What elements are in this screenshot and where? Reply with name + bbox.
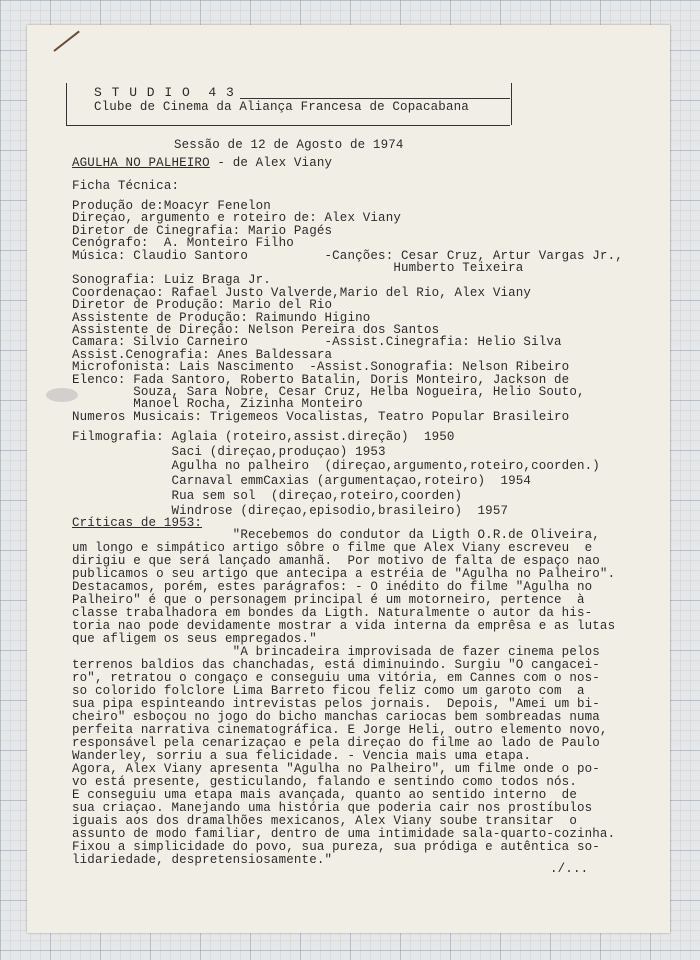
text-line: Agulha no palheiro (direçao,argumento,roteiro,coorden.) (72, 459, 600, 474)
film-director: - de Alex Viany (209, 156, 333, 170)
text-line: Diretor de Cinegrafia: Mario Pagés (72, 223, 333, 238)
text-line: publicamos o seu artigo que antecipa a estréia de "Agulha no Palheiro". (72, 567, 616, 581)
text-line: Saci (direçao,produçao) 1953 (72, 444, 386, 459)
text-line: terrenos baldios das chanchadas, está diminuindo. Surgiu "O cangacei- (72, 658, 600, 672)
text-line: Wanderley, sorriu a sua felicidade. - Vencia mais uma etapa. (72, 749, 532, 763)
film-title: AGULHA NO PALHEIRO (72, 156, 210, 170)
text-line: Microfonista: Lais Nascimento -Assist.Sonografia: Nelson Ribeiro (72, 360, 570, 375)
text-line: Música: Claudio Santoro -Canções: Cesar Cruz, Artur Vargas Jr., (72, 248, 623, 263)
text-line: sua criaçao. Manejando uma história que poderia cair nos prostíbulos (72, 801, 593, 815)
text-line: Carnaval emmCaxias (argumentaçao,roteiro) 1954 (72, 474, 532, 489)
text-line: Elenco: Fada Santoro, Roberto Batalin, Doris Monteiro, Jackson de (72, 372, 570, 387)
text-line: que afligem os seus empregados." (72, 632, 317, 646)
text-line: iguais aos dos dramalhões mexicanos, Alex Viany soube transitar o (72, 814, 577, 828)
text-line: Coordenaçao: Rafael Justo Valverde,Mario del Rio, Alex Viany (72, 285, 532, 300)
text-line: "Recebemos do condutor da Ligth O.R.de Oliveira, (72, 528, 600, 542)
text-line: Windrose (direçao,episodio,brasileiro) 1957 (72, 503, 509, 518)
studio-name: S T U D I O 4 3 (94, 85, 235, 100)
text-line: sua pipa espinteando intrevistas pelos jornais. Depois, "Amei um bi- (72, 697, 600, 711)
text-line: classe trabalhadora em bondes da Ligth. Naturalmente o autor da his- (72, 606, 593, 620)
club-name: Clube de Cinema da Aliança Francesa de Copacabana (94, 100, 469, 114)
text-line: Assistente de Direção: Nelson Pereira dos Santos (72, 323, 440, 337)
text-line: Direçao, argumento e roteiro de: Alex Viany (72, 211, 402, 226)
text-line: Fixou a simplicidade do povo, sua pureza, sua pródiga e autêntica so- (72, 840, 600, 854)
text-line: Cenógrafo: A. Monteiro Filho (72, 236, 294, 251)
text-line: Humberto Teixeira (72, 261, 524, 275)
ficha-heading: Ficha Técnica: (72, 179, 180, 193)
text-line: toria nao pode devidamente mostrar a vida interna da emprêsa e as lutas (72, 619, 616, 633)
text-line: Produção de:Moacyr Fenelon (72, 199, 271, 213)
text-line: Camara: Silvio Carneiro -Assist.Cinegrafia: Helio Silva (72, 335, 562, 350)
text-line: Assistente de Produção: Raimundo Higino (72, 310, 371, 325)
text-line: um longo e simpático artigo sôbre o filme que Alex Viany escreveu e (72, 541, 593, 555)
text-line: "A brincadeira improvisada de fazer cinema pelos (72, 645, 600, 659)
text-line: Diretor de Produção: Mario del Rio (72, 298, 333, 313)
continuation-mark: ./... (550, 862, 589, 876)
session-date: Sessão de 12 de Agosto de 1974 (174, 138, 404, 152)
text-line: Manoel Rocha, Zizinha Monteiro (72, 397, 363, 412)
text-line: lidariedade, despretensiosamente." (72, 853, 333, 867)
text-line: so colorido folclore Lima Barreto ficou feliz como um garoto com a (72, 684, 585, 698)
text-line: Palheiro" é que o personagem principal é um motorneiro, pertence à (72, 593, 585, 607)
text-line: cheiro" esboçou no jogo do bicho manchas cariocas bem sombreadas numa (72, 710, 600, 724)
text-line: E conseguiu uma etapa mais avançada, quanto ao sentido interno de (72, 788, 577, 802)
header-bottom-rule (66, 125, 510, 126)
text-line: assunto de modo familiar, dentro de uma intimidade sala-quarto-cozinha. (72, 827, 616, 841)
text-line: Filmografia: Aglaia (roteiro,assist.direção) 1950 (72, 430, 455, 444)
text-line: Assist.Cenografia: Anes Baldessara (72, 347, 333, 362)
text-line: perfeita narrativa cinematográfica. E Jorge Heli, outro elemento novo, (72, 723, 608, 737)
text-line: Sonografia: Luiz Braga Jr. (72, 273, 271, 288)
text-line: Agora, Alex Viany apresenta "Agulha no Palheiro", um filme onde o po- (72, 762, 600, 776)
text-line: Destacamos, porém, estes parágrafos: - O inédito do filme "Agulha no (72, 580, 593, 594)
text-line: responsável pela cenarizaçao e pela direçao do filme ao lado de Paulo (72, 736, 600, 750)
criticas-heading: Críticas de 1953: (72, 516, 203, 530)
header-top-rule (240, 98, 510, 99)
text-line: Rua sem sol (direçao,roteiro,coorden) (72, 488, 463, 503)
film-heading (72, 157, 332, 171)
text-line: dirigiu e que será lançado amanhã. Por motivo de falta de espaço nao (72, 554, 600, 568)
text-line: Numeros Musicais: Trigemeos Vocalistas, Teatro Popular Brasileiro (72, 409, 570, 424)
text-line: Souza, Sara Nobre, Cesar Cruz, Helba Nogueira, Helio Souto, (72, 385, 585, 399)
text-line: vo está presente, gesticulando, falando e sentindo como todos nós. (72, 775, 577, 789)
text-line: ro", retratou o congaço e conseguiu uma vitória, em Cannes com o nos- (72, 671, 600, 685)
